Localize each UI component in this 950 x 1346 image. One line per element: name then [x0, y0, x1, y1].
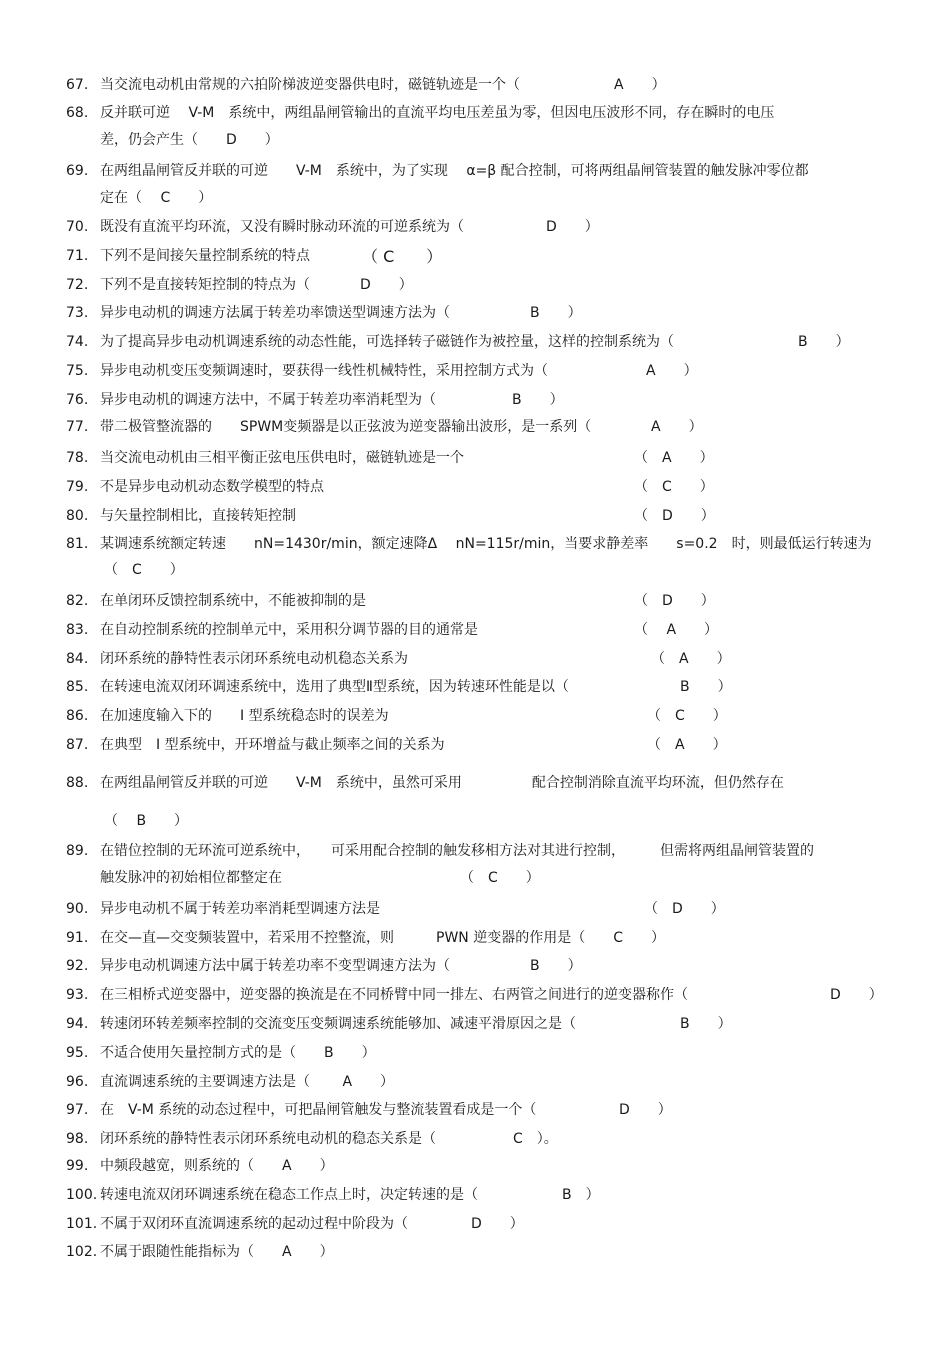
answer-70: D ）	[546, 219, 599, 235]
answer-92: B ）	[530, 958, 582, 974]
question-text: 带二极管整流器的 SPWM变频器是以正弦波为逆变器输出波形，是一系列（	[100, 419, 592, 435]
question-number: 80.	[66, 508, 89, 524]
question-number: 98.	[66, 1131, 89, 1147]
question-text: 在三相桥式逆变器中，逆变器的换流是在不同桥臂中同一排左、右两管之间进行的逆变器称作（	[100, 987, 688, 1003]
question-number: 95.	[66, 1045, 89, 1061]
question-text: 下列不是间接矢量控制系统的特点	[100, 248, 310, 264]
question-number: 67.	[66, 77, 89, 93]
question-number: 77.	[66, 419, 89, 435]
question-number: 71.	[66, 248, 89, 264]
question-72	[66, 272, 936, 299]
answer-78: （ A ）	[634, 450, 714, 466]
question-81	[66, 531, 936, 558]
question-text: 在两组晶闸管反并联的可逆 V-M 系统中，为了实现 α=β 配合控制，可将两组晶闸管装置的触发脉冲零位都	[100, 163, 809, 179]
question-77	[66, 414, 936, 441]
question-text: 某调速系统额定转速 nN=1430r/min，额定速降Δ nN=115r/min，当要求静差率 s=0.2 时，则最低运行转速为	[100, 536, 872, 552]
question-76	[66, 387, 936, 414]
answer-73: B ）	[530, 305, 582, 321]
question-80	[66, 503, 936, 530]
answer-75: A ）	[646, 363, 698, 379]
question-89-continuation: 触发脉冲的初始相位都整定在	[100, 870, 282, 886]
answer-97: D ）	[619, 1102, 672, 1118]
question-88	[66, 770, 936, 797]
question-85	[66, 674, 936, 701]
question-number: 70.	[66, 219, 89, 235]
question-83	[66, 617, 936, 644]
question-99	[66, 1153, 936, 1180]
question-text: 在典型 Ⅰ 型系统中，开环增益与截止频率之间的关系为	[100, 737, 445, 753]
question-96	[66, 1069, 936, 1096]
question-text: 异步电动机调速方法中属于转差功率不变型调速方法为（	[100, 958, 450, 974]
answer-85: B ）	[680, 679, 732, 695]
answer-90: （ D ）	[644, 901, 725, 917]
question-text: 与矢量控制相比，直接转矩控制	[100, 508, 296, 524]
question-text: 下列不是直接转矩控制的特点为（	[100, 277, 310, 293]
answer-94: B ）	[680, 1016, 732, 1032]
question-88-continuation: （ B ）	[104, 813, 189, 829]
question-69	[66, 158, 936, 185]
question-text: 不属于双闭环直流调速系统的起动过程中阶段为（	[100, 1216, 408, 1232]
question-text: 不适合使用矢量控制方式的是（ B ）	[100, 1045, 376, 1061]
question-number: 68.	[66, 105, 89, 121]
answer-71: （ C ）	[362, 247, 443, 266]
question-number: 69.	[66, 163, 89, 179]
question-number: 99.	[66, 1158, 89, 1174]
question-text: 在单闭环反馈控制系统中，不能被抑制的是	[100, 593, 366, 609]
question-67	[66, 72, 936, 99]
question-number: 102.	[66, 1244, 98, 1260]
question-number: 94.	[66, 1016, 89, 1032]
question-text: 闭环系统的静特性表示闭环系统电动机的稳态关系是（	[100, 1131, 436, 1147]
question-number: 84.	[66, 651, 89, 667]
question-text: 直流调速系统的主要调速方法是（ A ）	[100, 1074, 395, 1090]
question-73	[66, 300, 936, 327]
answer-89: （ C ）	[460, 870, 540, 886]
answer-72: D ）	[360, 277, 413, 293]
question-text: 异步电动机不属于转差功率消耗型调速方法是	[100, 901, 380, 917]
question-text: 不是异步电动机动态数学模型的特点	[100, 479, 324, 495]
question-number: 92.	[66, 958, 89, 974]
question-92	[66, 953, 936, 980]
question-text: 在加速度输入下的 Ⅰ 型系统稳态时的误差为	[100, 708, 389, 724]
question-95	[66, 1040, 936, 1067]
question-81-continuation: （ C ）	[104, 562, 184, 578]
question-number: 72.	[66, 277, 89, 293]
answer-101: D ）	[471, 1216, 524, 1232]
question-69-continuation: 定在（ C ）	[100, 190, 213, 206]
question-number: 90.	[66, 901, 89, 917]
question-87	[66, 732, 936, 759]
question-100	[66, 1182, 936, 1209]
question-number: 74.	[66, 334, 89, 350]
question-text: 既没有直流平均环流，又没有瞬时脉动环流的可逆系统为（	[100, 219, 464, 235]
question-number: 88.	[66, 775, 89, 791]
question-text: 闭环系统的静特性表示闭环系统电动机稳态关系为	[100, 651, 408, 667]
question-98	[66, 1126, 936, 1153]
answer-79: （ C ）	[634, 479, 714, 495]
question-number: 85.	[66, 679, 89, 695]
question-text: 中频段越宽，则系统的（ A ）	[100, 1158, 334, 1174]
question-text: 在 V-M 系统的动态过程中，可把晶闸管触发与整流装置看成是一个（	[100, 1102, 537, 1118]
question-text: 异步电动机变压变频调速时，要获得一线性机械特性，采用控制方式为（	[100, 363, 548, 379]
answer-74: B ）	[798, 334, 850, 350]
question-82	[66, 588, 936, 615]
question-71	[66, 243, 936, 270]
question-84	[66, 646, 936, 673]
question-number: 79.	[66, 479, 89, 495]
question-number: 96.	[66, 1074, 89, 1090]
question-70	[66, 214, 936, 241]
answer-67: A ）	[614, 77, 666, 93]
question-number: 83.	[66, 622, 89, 638]
question-text: 转速闭环转差频率控制的交流变压变频调速系统能够加、减速平滑原因之是（	[100, 1016, 576, 1032]
answer-84: （ A ）	[651, 651, 731, 667]
question-102	[66, 1239, 936, 1266]
question-number: 87.	[66, 737, 89, 753]
question-68	[66, 100, 936, 127]
answer-82: （ D ）	[634, 593, 715, 609]
answer-76: B ）	[512, 392, 564, 408]
question-93	[66, 982, 936, 1009]
question-text: 当交流电动机由三相平衡正弦电压供电时，磁链轨迹是一个	[100, 450, 464, 466]
question-number: 78.	[66, 450, 89, 466]
question-91	[66, 925, 936, 952]
question-90	[66, 896, 936, 923]
question-79	[66, 474, 936, 501]
question-86	[66, 703, 936, 730]
answer-100: B ）	[562, 1187, 600, 1203]
question-text: 在自动控制系统的控制单元中，采用积分调节器的目的通常是	[100, 622, 478, 638]
answer-93: D ）	[830, 987, 883, 1003]
question-number: 100.	[66, 1187, 98, 1203]
question-text: 转速电流双闭环调速系统在稳态工作点上时，决定转速的是（	[100, 1187, 478, 1203]
question-text: 为了提高异步电动机调速系统的动态性能，可选择转子磁链作为被控量，这样的控制系统为（	[100, 334, 674, 350]
question-number: 73.	[66, 305, 89, 321]
question-number: 91.	[66, 930, 89, 946]
question-number: 97.	[66, 1102, 89, 1118]
answer-83: （ A ）	[634, 622, 719, 638]
question-75	[66, 358, 936, 385]
question-text: 在错位控制的无环流可逆系统中， 可采用配合控制的触发移相方法对其进行控制， 但需将两组晶闸管装置的	[100, 843, 814, 859]
question-text: 当交流电动机由常规的六拍阶梯波逆变器供电时，磁链轨迹是一个（	[100, 77, 520, 93]
question-number: 75.	[66, 363, 89, 379]
question-89	[66, 838, 936, 865]
question-number: 86.	[66, 708, 89, 724]
question-94	[66, 1011, 936, 1038]
question-number: 93.	[66, 987, 89, 1003]
question-text: 在两组晶闸管反并联的可逆 V-M 系统中，虽然可采用 配合控制消除直流平均环流，但仍然存在	[100, 775, 784, 791]
answer-80: （ D ）	[634, 508, 715, 524]
question-number: 76.	[66, 392, 89, 408]
question-97	[66, 1097, 936, 1124]
question-number: 89.	[66, 843, 89, 859]
question-text: 不属于跟随性能指标为（ A ）	[100, 1244, 334, 1260]
question-number: 81.	[66, 536, 89, 552]
question-text: 异步电动机的调速方法属于转差功率馈送型调速方法为（	[100, 305, 450, 321]
answer-86: （ C ）	[647, 708, 727, 724]
question-text: 反并联可逆 V-M 系统中，两组晶闸管输出的直流平均电压差虽为零，但因电压波形不同，存在瞬时的电压	[100, 105, 775, 121]
question-68-continuation: 差，仍会产生（ D ）	[100, 132, 279, 148]
question-text: 在转速电流双闭环调速系统中，选用了典型Ⅱ型系统，因为转速环性能是以（	[100, 679, 569, 695]
question-78	[66, 445, 936, 472]
answer-77: A ）	[651, 419, 703, 435]
question-number: 82.	[66, 593, 89, 609]
question-text: 异步电动机的调速方法中，不属于转差功率消耗型为（	[100, 392, 436, 408]
answer-98: C ）。	[513, 1131, 558, 1147]
question-number: 101.	[66, 1216, 98, 1232]
question-text: 在交—直—交变频装置中，若采用不控整流，则 PWN 逆变器的作用是（ C ）	[100, 930, 665, 946]
answer-87: （ A ）	[647, 737, 727, 753]
